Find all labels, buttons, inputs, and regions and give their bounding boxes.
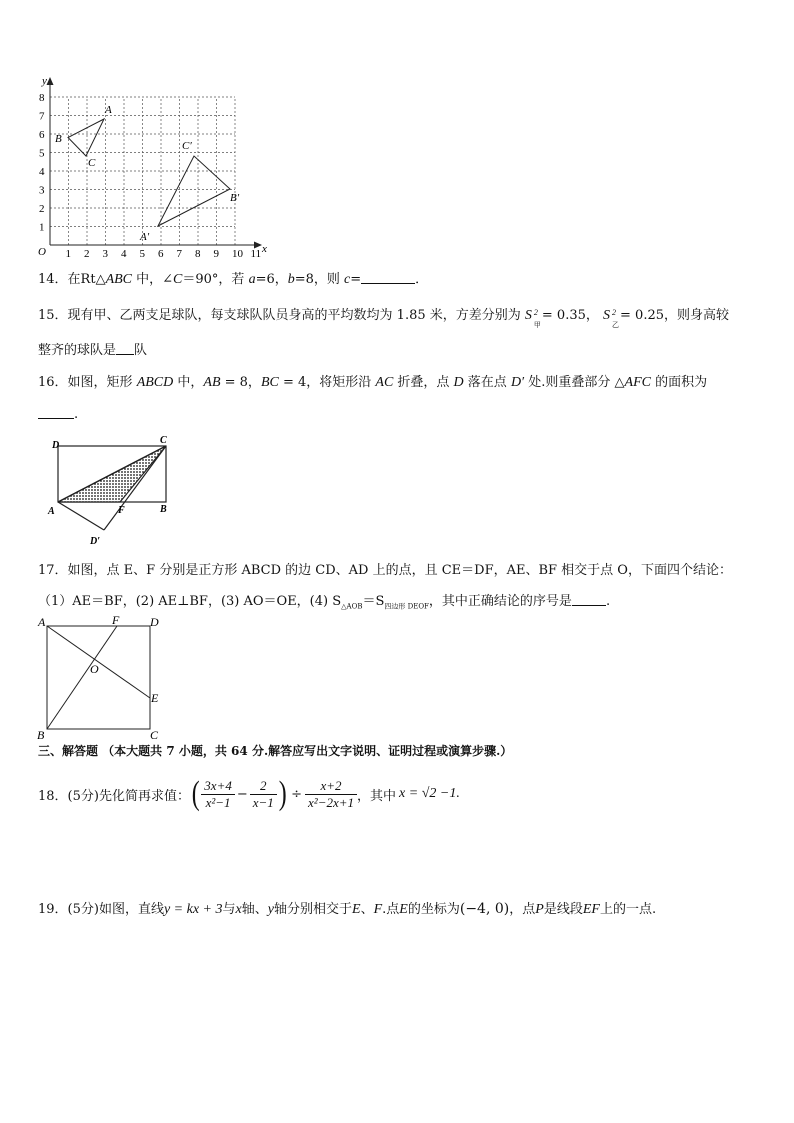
x-tick-label: 1 xyxy=(65,248,71,260)
section-3-heading xyxy=(38,742,512,760)
label-a: A xyxy=(105,104,112,116)
fig16-label-d-prime: D′ xyxy=(90,536,101,547)
q19-e: E xyxy=(352,902,361,917)
label-c: C xyxy=(88,157,96,169)
q19-text6: .点 xyxy=(382,902,400,917)
q16-answer-blank[interactable] xyxy=(38,406,74,419)
q19-text7: 的坐标为 xyxy=(407,902,460,917)
x-tick-label: 3 xyxy=(102,248,108,260)
x-tick-label: 7 xyxy=(176,248,182,260)
q17-sub-deof: 四边形 DEOF xyxy=(384,602,429,611)
q19-ef: EF xyxy=(582,902,600,917)
q18-fraction-1 xyxy=(201,778,235,811)
y-tick-label: 1 xyxy=(39,221,45,234)
q14-text3: =6， xyxy=(255,272,288,287)
q14-text: 中，∠ xyxy=(132,272,174,287)
q18-minus: − xyxy=(236,786,248,802)
q14-triangle-symbol: △ xyxy=(95,272,106,287)
q16-ab: AB xyxy=(203,375,221,390)
fig16-label-f: F xyxy=(118,505,125,516)
fig16-label-a: A xyxy=(48,506,55,517)
fold-line-ad-prime xyxy=(58,502,104,530)
q15-s-yi-letter: S xyxy=(603,308,611,323)
q15-s-yi-sup: 2 xyxy=(612,308,617,317)
square-abcd xyxy=(47,626,150,729)
q19-y: y xyxy=(267,902,274,917)
q16-text2: 中， xyxy=(173,375,204,390)
fig16-label-b: B xyxy=(160,504,167,515)
q18-fraction-3 xyxy=(305,778,357,811)
q17-text3: ，其中正确结论的序号是 xyxy=(428,594,572,609)
q19-text: 19．(5分)如图，直线 xyxy=(38,902,164,917)
q16-text5: 处.则重叠部分 △ xyxy=(524,375,625,390)
x-tick-label: 11 xyxy=(250,248,262,260)
q19-text9: 是线段 xyxy=(543,902,583,917)
y-tick-label: 8 xyxy=(39,92,45,104)
rectangle-fold-figure xyxy=(40,432,190,550)
q16-eq4: = 4，将矩形沿 xyxy=(278,375,376,390)
question-14 xyxy=(38,271,428,289)
q14-text2: ＝90°，若 xyxy=(182,272,249,287)
q16-eq8: = 8， xyxy=(220,375,261,390)
q18-right-paren: ) xyxy=(278,775,287,812)
y-tick-label: 4 xyxy=(39,166,45,178)
q19-text4: 轴分别相交于 xyxy=(273,902,352,917)
y-tick-label: 6 xyxy=(39,129,45,141)
q16-text4: 落在点 xyxy=(463,375,511,390)
label-c-prime: C′ xyxy=(182,140,192,152)
x-tick-label: 5 xyxy=(139,248,145,260)
q18-left-paren: ( xyxy=(191,775,200,812)
q14-c: c xyxy=(344,272,351,287)
q14-end: ． xyxy=(415,272,429,287)
triangle-abc xyxy=(68,119,104,156)
fig16-label-d: D xyxy=(52,440,60,451)
q16-d-prime: D′ xyxy=(510,375,525,390)
q18-where: ，其中 xyxy=(357,788,397,804)
y-tick-label: 5 xyxy=(39,147,45,160)
q19-text5: 、 xyxy=(360,902,374,917)
x-tick-label: 6 xyxy=(158,248,164,260)
q15-s-jia-letter: S xyxy=(524,308,532,323)
q19-text10: 上的一点. xyxy=(599,902,657,917)
q16-text3: 折叠，点 xyxy=(393,375,454,390)
label-b: B xyxy=(55,133,62,145)
x-axis-label: x xyxy=(262,243,267,255)
x-tick-label: 8 xyxy=(195,248,201,260)
q15-s-jia-sub: 甲 xyxy=(533,321,541,329)
y-tick-label: 3 xyxy=(39,184,45,197)
q15-value-jia: = 0.35， xyxy=(541,308,599,323)
y-tick-label: 2 xyxy=(39,203,45,215)
q15-s-jia-sup: 2 xyxy=(533,308,538,317)
q15-s-yi-sub: 乙 xyxy=(612,321,620,329)
origin-label: O xyxy=(38,246,46,258)
q16-text6: 的面积为 xyxy=(650,375,708,390)
question-18 xyxy=(38,774,460,814)
q19-x: x xyxy=(235,902,242,917)
fig17-label-o: O xyxy=(90,662,99,676)
q16-abcd: ABCD xyxy=(136,375,174,390)
question-16-line2 xyxy=(38,406,78,424)
q17-eq-s: ＝S xyxy=(362,594,385,609)
y-axis-arrow xyxy=(47,77,54,85)
q16-end: . xyxy=(74,407,79,422)
q15-value-yi: = 0.25，则身高较 xyxy=(620,308,730,323)
q15-answer-blank[interactable] xyxy=(116,342,134,355)
question-19 xyxy=(38,900,656,919)
q18-divide: ÷ xyxy=(291,786,303,802)
q14-rt: Rt xyxy=(80,272,96,287)
q18-text: 18．(5分)先化简再求值： xyxy=(38,788,190,804)
q19-e2: E xyxy=(399,902,408,917)
question-16 xyxy=(38,374,707,392)
q19-text8: ，点 xyxy=(509,902,536,917)
fig17-label-a: A xyxy=(38,615,46,629)
q16-bc: BC xyxy=(260,375,279,390)
triangle-abc-prime xyxy=(158,156,230,226)
q18-f2-denominator: x−1 xyxy=(252,794,274,810)
fig17-label-f: F xyxy=(112,614,120,627)
q18-f3-numerator: x+2 xyxy=(305,778,357,795)
q16-afc: AFC xyxy=(624,375,651,390)
q16-text: 16．如图，矩形 xyxy=(38,375,137,390)
q17-sub-aob: △AOB xyxy=(341,602,363,611)
q19-text3: 轴、 xyxy=(241,902,268,917)
q18-f3-denominator: x²−2x+1 xyxy=(308,794,355,810)
q17-answer-blank[interactable] xyxy=(572,593,606,606)
q14-number: 14．在 xyxy=(38,272,81,287)
grid-figure xyxy=(30,70,280,260)
segment-bf xyxy=(47,626,117,729)
label-a-prime: A′ xyxy=(140,231,150,243)
y-axis-label: y xyxy=(42,75,47,87)
q14-answer-blank[interactable] xyxy=(361,271,415,284)
q15-s-yi xyxy=(603,308,620,329)
q17-text: 17．如图，点 E、F 分别是正方形 ABCD 的边 CD、AD 上的点，且 CE＝DF，AE、BF 相交于点 O，下面四个结论： xyxy=(38,563,732,578)
question-15-line2 xyxy=(38,342,147,360)
question-17-line1 xyxy=(38,562,732,580)
q19-p: P xyxy=(535,902,544,917)
fig17-label-e: E xyxy=(151,691,159,705)
q19-equation: y = kx + 3 xyxy=(163,902,223,917)
q17-end: . xyxy=(605,594,611,609)
q17-text2: （1）AE＝BF，(2) AE⊥BF，(3) AO＝OE，(4) S xyxy=(38,594,342,609)
q18-f1-numerator: 3x+4 xyxy=(201,778,235,795)
grid-lines xyxy=(50,97,235,245)
q19-text2: 与 xyxy=(222,902,236,917)
square-figure xyxy=(34,614,174,742)
x-tick-label: 9 xyxy=(213,248,219,260)
q18-f2-numerator: 2 xyxy=(250,778,277,795)
q16-d: D xyxy=(453,375,464,390)
q15-s-jia xyxy=(524,308,541,329)
q14-abc: ABC xyxy=(105,272,133,287)
q14-eq: = xyxy=(350,272,362,287)
q15-text3: 队 xyxy=(134,343,148,358)
q18-fraction-2 xyxy=(250,778,277,811)
question-17-line2 xyxy=(38,593,610,616)
q18-x-value: x = √2 −1. xyxy=(399,786,460,801)
tick-labels xyxy=(39,92,261,260)
label-b-prime: B′ xyxy=(230,192,240,204)
fig17-label-d: D xyxy=(150,615,159,629)
q15-text2: 整齐的球队是 xyxy=(38,343,117,358)
fig17-label-c: C xyxy=(150,728,159,742)
fig16-label-c: C xyxy=(160,435,167,446)
q14-angle-c: C xyxy=(173,272,183,287)
q19-f: F xyxy=(373,902,383,917)
q18-f1-denominator: x²−1 xyxy=(205,794,231,810)
q14-b: b xyxy=(287,272,295,287)
y-tick-label: 7 xyxy=(39,110,45,123)
section-3-text: 三、解答题 （本大题共 7 小题，共 64 分.解答应写出文字说明、证明过程或演算步骤.） xyxy=(38,744,513,758)
q19-coordinate: (−4, 0) xyxy=(459,901,510,917)
question-15-line1 xyxy=(38,307,730,329)
x-tick-label: 10 xyxy=(232,248,243,260)
q14-text4: =8，则 xyxy=(294,272,345,287)
x-tick-label: 4 xyxy=(121,248,127,260)
fig17-label-b: B xyxy=(37,728,45,742)
q14-a: a xyxy=(248,272,256,287)
q15-text: 15．现有甲、乙两支足球队，每支球队队员身高的平均数均为 1.85 米，方差分别为 xyxy=(38,308,521,323)
x-tick-label: 2 xyxy=(84,248,90,260)
q16-ac: AC xyxy=(375,375,394,390)
